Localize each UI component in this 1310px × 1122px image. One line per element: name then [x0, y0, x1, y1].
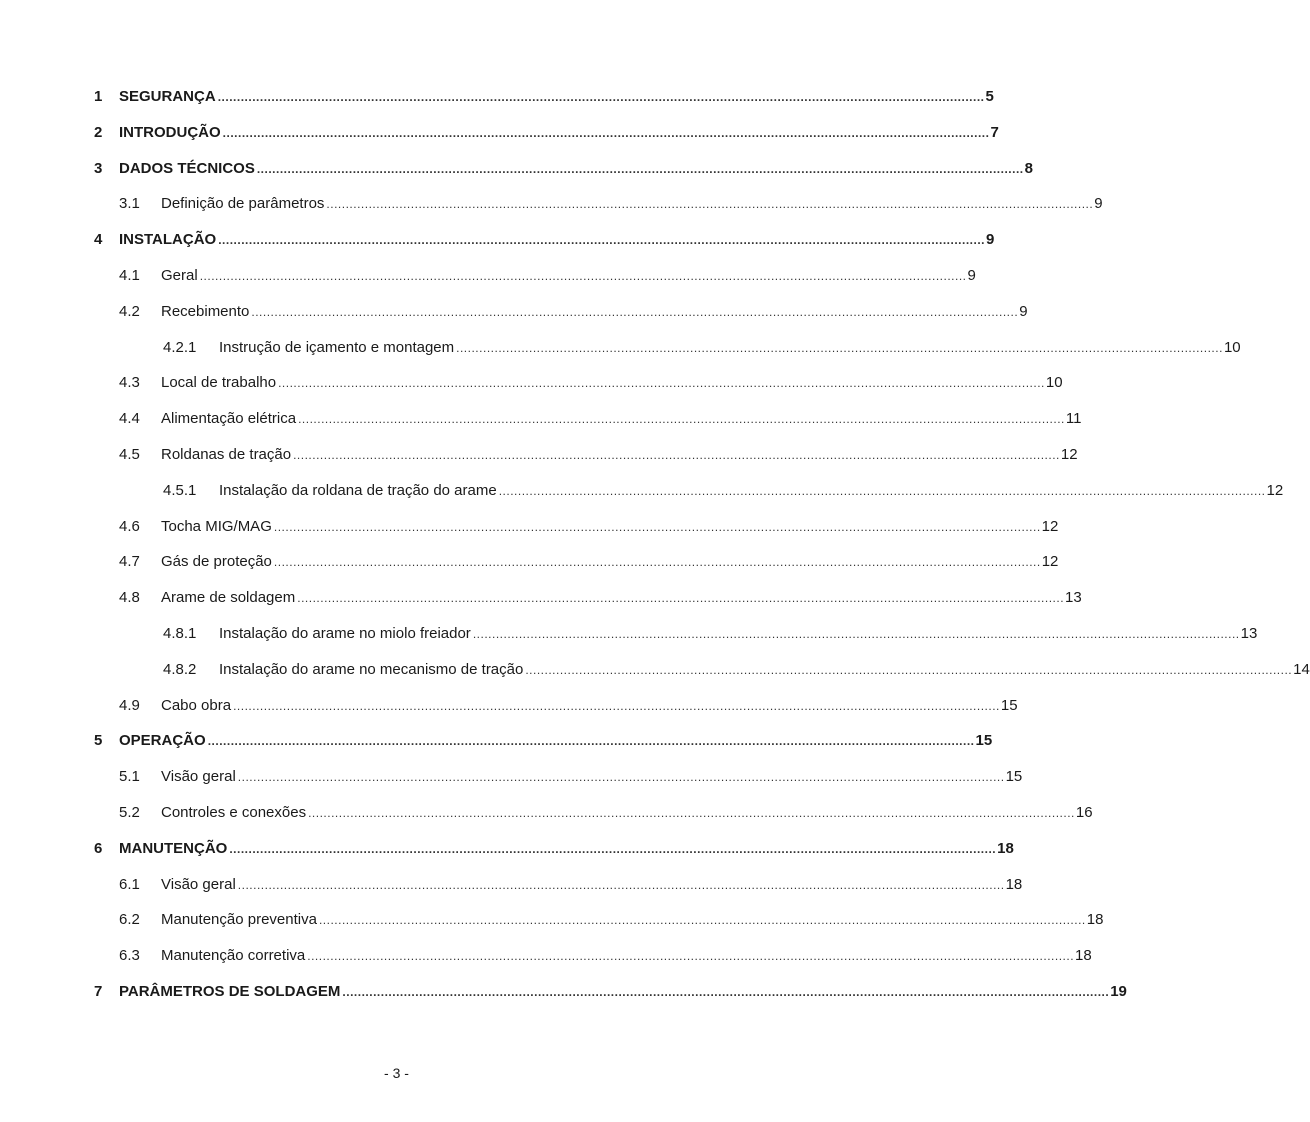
toc-entry[interactable]: [0, 230, 995, 250]
dot-leader: ........................................................................................................................................................................................................: [278, 376, 1045, 391]
dot-leader: ........................................................................................................................................................................................................: [498, 483, 1266, 498]
toc-entry-title: Instalação da roldana de tração do arame: [219, 481, 497, 499]
toc-entry-title: Recebimento: [161, 302, 250, 320]
toc-entry-number: 5.2: [119, 804, 140, 821]
toc-entry-title: Definição de parâmetros: [161, 195, 325, 213]
toc-entry[interactable]: [0, 159, 1033, 179]
toc-entry-number: 5: [94, 732, 103, 750]
dot-leader: ........................................................................................................................................................................................................: [251, 304, 1019, 319]
toc-entry-line: [161, 767, 1023, 787]
toc-entry-number: 4.6: [119, 517, 140, 535]
toc-entry-number: 6: [94, 839, 103, 857]
toc-entry[interactable]: [0, 445, 1078, 465]
toc-entry-number: 3: [94, 159, 103, 177]
toc-entry-number: 6.2: [119, 911, 140, 929]
toc-entry-title: Arame de soldagem: [161, 589, 296, 607]
dot-leader: ........................................................................................................................................................................................................: [237, 877, 1005, 892]
toc-entry-number: 4.8: [119, 589, 140, 607]
toc-entry-page: 11: [1065, 410, 1082, 428]
toc-entry-number: 4.4: [119, 410, 140, 428]
toc-entry-page: 5: [985, 88, 994, 105]
toc-entry-title: Alimentação elétrica: [161, 410, 297, 428]
dot-leader: ........................................................................................................................................................................................................: [222, 125, 990, 140]
toc-entry-number: 4.2.1: [163, 338, 197, 356]
toc-entry[interactable]: [0, 946, 1092, 966]
toc-entry-number: 3.1: [119, 195, 140, 213]
toc-entry-number: 4.7: [119, 553, 140, 571]
toc-entry-line: [219, 660, 1310, 680]
toc-entry-title: Manutenção preventiva: [161, 911, 317, 929]
toc-entry-title: INSTALAÇÃO: [119, 231, 217, 249]
toc-entry-title: Tocha MIG/MAG: [161, 517, 272, 535]
toc-entry-page: 9: [1019, 302, 1028, 320]
toc-entry-line: [119, 87, 994, 107]
toc-entry-line: [119, 982, 1127, 1002]
toc-entry-title: MANUTENÇÃO: [119, 839, 228, 857]
toc-entry-line: [119, 731, 993, 751]
toc-entry-number: 4.8.1: [163, 625, 197, 642]
dot-leader: ........................................................................................................................................................................................................: [233, 698, 1000, 713]
toc-entry-page: 15: [975, 732, 993, 750]
toc-entry[interactable]: [0, 87, 994, 107]
toc-entry-number: 7: [94, 983, 103, 1000]
toc-entry-number: 1: [94, 88, 103, 105]
toc-entry[interactable]: [0, 910, 1104, 930]
toc-entry-page: 18: [1005, 875, 1023, 893]
toc-entry-number: 2: [94, 123, 103, 141]
toc-entry-page: 15: [1000, 696, 1018, 714]
toc-entry-number: 4.1: [119, 267, 140, 284]
toc-entry-page: 13: [1065, 589, 1082, 607]
toc-entry[interactable]: [0, 266, 976, 286]
toc-entry[interactable]: [0, 803, 1093, 823]
toc-entry-number: 4.8.2: [163, 660, 197, 678]
dot-leader: ........................................................................................................................................................................................................: [318, 913, 1086, 928]
dot-leader: ........................................................................................................................................................................................................: [456, 340, 1223, 355]
dot-leader: ........................................................................................................................................................................................................: [472, 627, 1240, 641]
toc-entry-page: 18: [997, 839, 1014, 857]
toc-entry-line: [161, 552, 1059, 572]
toc-entry-title: Manutenção corretiva: [161, 947, 306, 965]
dot-leader: ........................................................................................................................................................................................................: [218, 233, 986, 248]
toc-entry[interactable]: [0, 731, 993, 751]
dot-leader: ........................................................................................................................................................................................................: [308, 806, 1075, 820]
toc-entry-line: [161, 266, 976, 286]
toc-entry-page: 10: [1045, 374, 1063, 392]
dot-leader: ........................................................................................................................................................................................................: [217, 90, 985, 104]
toc-entry-title: Instalação do arame no miolo freiador: [219, 625, 471, 642]
toc-entry-line: [161, 696, 1018, 716]
toc-entry-number: 4.5: [119, 446, 140, 463]
toc-entry-line: [161, 910, 1104, 930]
toc-entry-page: 8: [1024, 159, 1033, 177]
toc-entry-title: INTRODUÇÃO: [119, 123, 221, 141]
toc-entry-page: 19: [1110, 983, 1127, 1000]
toc-entry[interactable]: [0, 373, 1063, 393]
toc-entry-line: [219, 624, 1258, 644]
toc-entry-number: 4: [94, 231, 103, 249]
toc-entry[interactable]: [0, 552, 1059, 572]
dot-leader: ........................................................................................................................................................................................................: [297, 591, 1065, 606]
toc-entry-number: 4.3: [119, 374, 140, 392]
toc-entry-page: 15: [1005, 768, 1023, 786]
dot-leader: ........................................................................................................................................................................................................: [273, 519, 1041, 534]
toc-entry-page: 12: [1041, 517, 1059, 535]
toc-entry[interactable]: [0, 839, 1014, 859]
toc-entry-number: 5.1: [119, 768, 140, 786]
toc-entry[interactable]: [0, 409, 1082, 429]
toc-entry[interactable]: [0, 302, 1028, 322]
toc-entry-title: Instrução de içamento e montagem: [219, 338, 455, 356]
toc-entry-title: Geral: [161, 267, 198, 284]
toc-entry-line: [119, 123, 999, 143]
toc-entry-page: 9: [986, 231, 995, 249]
toc-entry-page: 9: [1094, 195, 1103, 213]
toc-entry-line: [161, 803, 1093, 823]
toc-entry[interactable]: [0, 767, 1023, 787]
toc-entry-title: Visão geral: [161, 768, 236, 786]
toc-entry-title: Local de trabalho: [161, 374, 277, 392]
dot-leader: ........................................................................................................................................................................................................: [256, 161, 1024, 176]
toc-entry[interactable]: [0, 517, 1059, 537]
toc-entry-number: 4.2: [119, 302, 140, 320]
toc-entry-number: 6.3: [119, 947, 140, 965]
toc-entry-number: 6.1: [119, 875, 140, 893]
toc-entry-line: [161, 946, 1092, 966]
toc-entry-number: 4.5.1: [163, 481, 197, 499]
toc-entry-title: Cabo obra: [161, 696, 232, 714]
toc-entry[interactable]: [0, 875, 1023, 895]
toc-entry-page: 12: [1060, 446, 1078, 463]
toc-entry-title: DADOS TÉCNICOS: [119, 159, 255, 177]
toc-entry[interactable]: [0, 481, 1284, 501]
dot-leader: ........................................................................................................................................................................................................: [207, 734, 975, 749]
toc-entry[interactable]: [0, 624, 1258, 644]
toc-entry-title: Visão geral: [161, 875, 236, 893]
dot-leader: ........................................................................................................................................................................................................: [273, 555, 1041, 570]
toc-entry-title: Instalação do arame no mecanismo de tração: [219, 660, 524, 678]
toc-entry-number: 4.9: [119, 696, 140, 714]
toc-entry-line: [119, 159, 1033, 179]
toc-entry-line: [119, 839, 1014, 859]
toc-entry-title: SEGURANÇA: [119, 88, 216, 105]
toc-entry[interactable]: [0, 194, 1103, 214]
toc-entry-line: [161, 409, 1082, 429]
toc-entry-title: Roldanas de tração: [161, 446, 292, 463]
toc-entry-page: 12: [1041, 553, 1059, 571]
page-number: - 3 -: [384, 1065, 409, 1081]
toc-entry-page: 12: [1266, 481, 1284, 499]
toc-entry-page: 16: [1075, 804, 1093, 821]
toc-entry-line: [161, 302, 1028, 322]
toc-entry-line: [161, 517, 1059, 537]
toc-entry[interactable]: [0, 123, 999, 143]
toc-entry-page: 10: [1223, 338, 1241, 356]
dot-leader: ........................................................................................................................................................................................................: [326, 197, 1094, 212]
toc-entry[interactable]: [0, 588, 1082, 608]
toc-entry-title: Controles e conexões: [161, 804, 307, 821]
toc-entry-page: 14: [1293, 660, 1310, 678]
toc-entry[interactable]: [0, 696, 1018, 716]
toc-entry-line: [161, 588, 1082, 608]
toc-entry[interactable]: [0, 660, 1310, 680]
toc-entry-title: OPERAÇÃO: [119, 732, 206, 750]
toc-entry-line: [219, 481, 1284, 501]
dot-leader: ........................................................................................................................................................................................................: [293, 448, 1060, 462]
toc-entry-page: 13: [1240, 625, 1258, 642]
dot-leader: ........................................................................................................................................................................................................: [307, 949, 1075, 964]
toc-entry-line: [161, 445, 1078, 465]
toc-entry-page: 18: [1075, 947, 1092, 965]
toc-entry-line: [219, 338, 1241, 358]
dot-leader: ........................................................................................................................................................................................................: [525, 662, 1293, 677]
toc-entry-line: [119, 230, 995, 250]
toc-entry-line: [161, 373, 1063, 393]
toc-entry-page: 18: [1086, 911, 1104, 929]
toc-entry[interactable]: [0, 338, 1241, 358]
toc-entry-page: 7: [990, 123, 999, 141]
dot-leader: ........................................................................................................................................................................................................: [229, 841, 997, 856]
toc-entry-line: [161, 194, 1103, 214]
toc-entry-page: 9: [967, 267, 976, 284]
dot-leader: ........................................................................................................................................................................................................: [298, 412, 1065, 427]
dot-leader: ........................................................................................................................................................................................................: [199, 269, 967, 283]
toc-entry[interactable]: [0, 982, 1127, 1002]
toc-entry-line: [161, 875, 1023, 895]
dot-leader: ........................................................................................................................................................................................................: [342, 985, 1110, 999]
toc-entry-title: PARÂMETROS DE SOLDAGEM: [119, 983, 341, 1000]
dot-leader: ........................................................................................................................................................................................................: [237, 770, 1005, 785]
toc-entry-title: Gás de proteção: [161, 553, 272, 571]
